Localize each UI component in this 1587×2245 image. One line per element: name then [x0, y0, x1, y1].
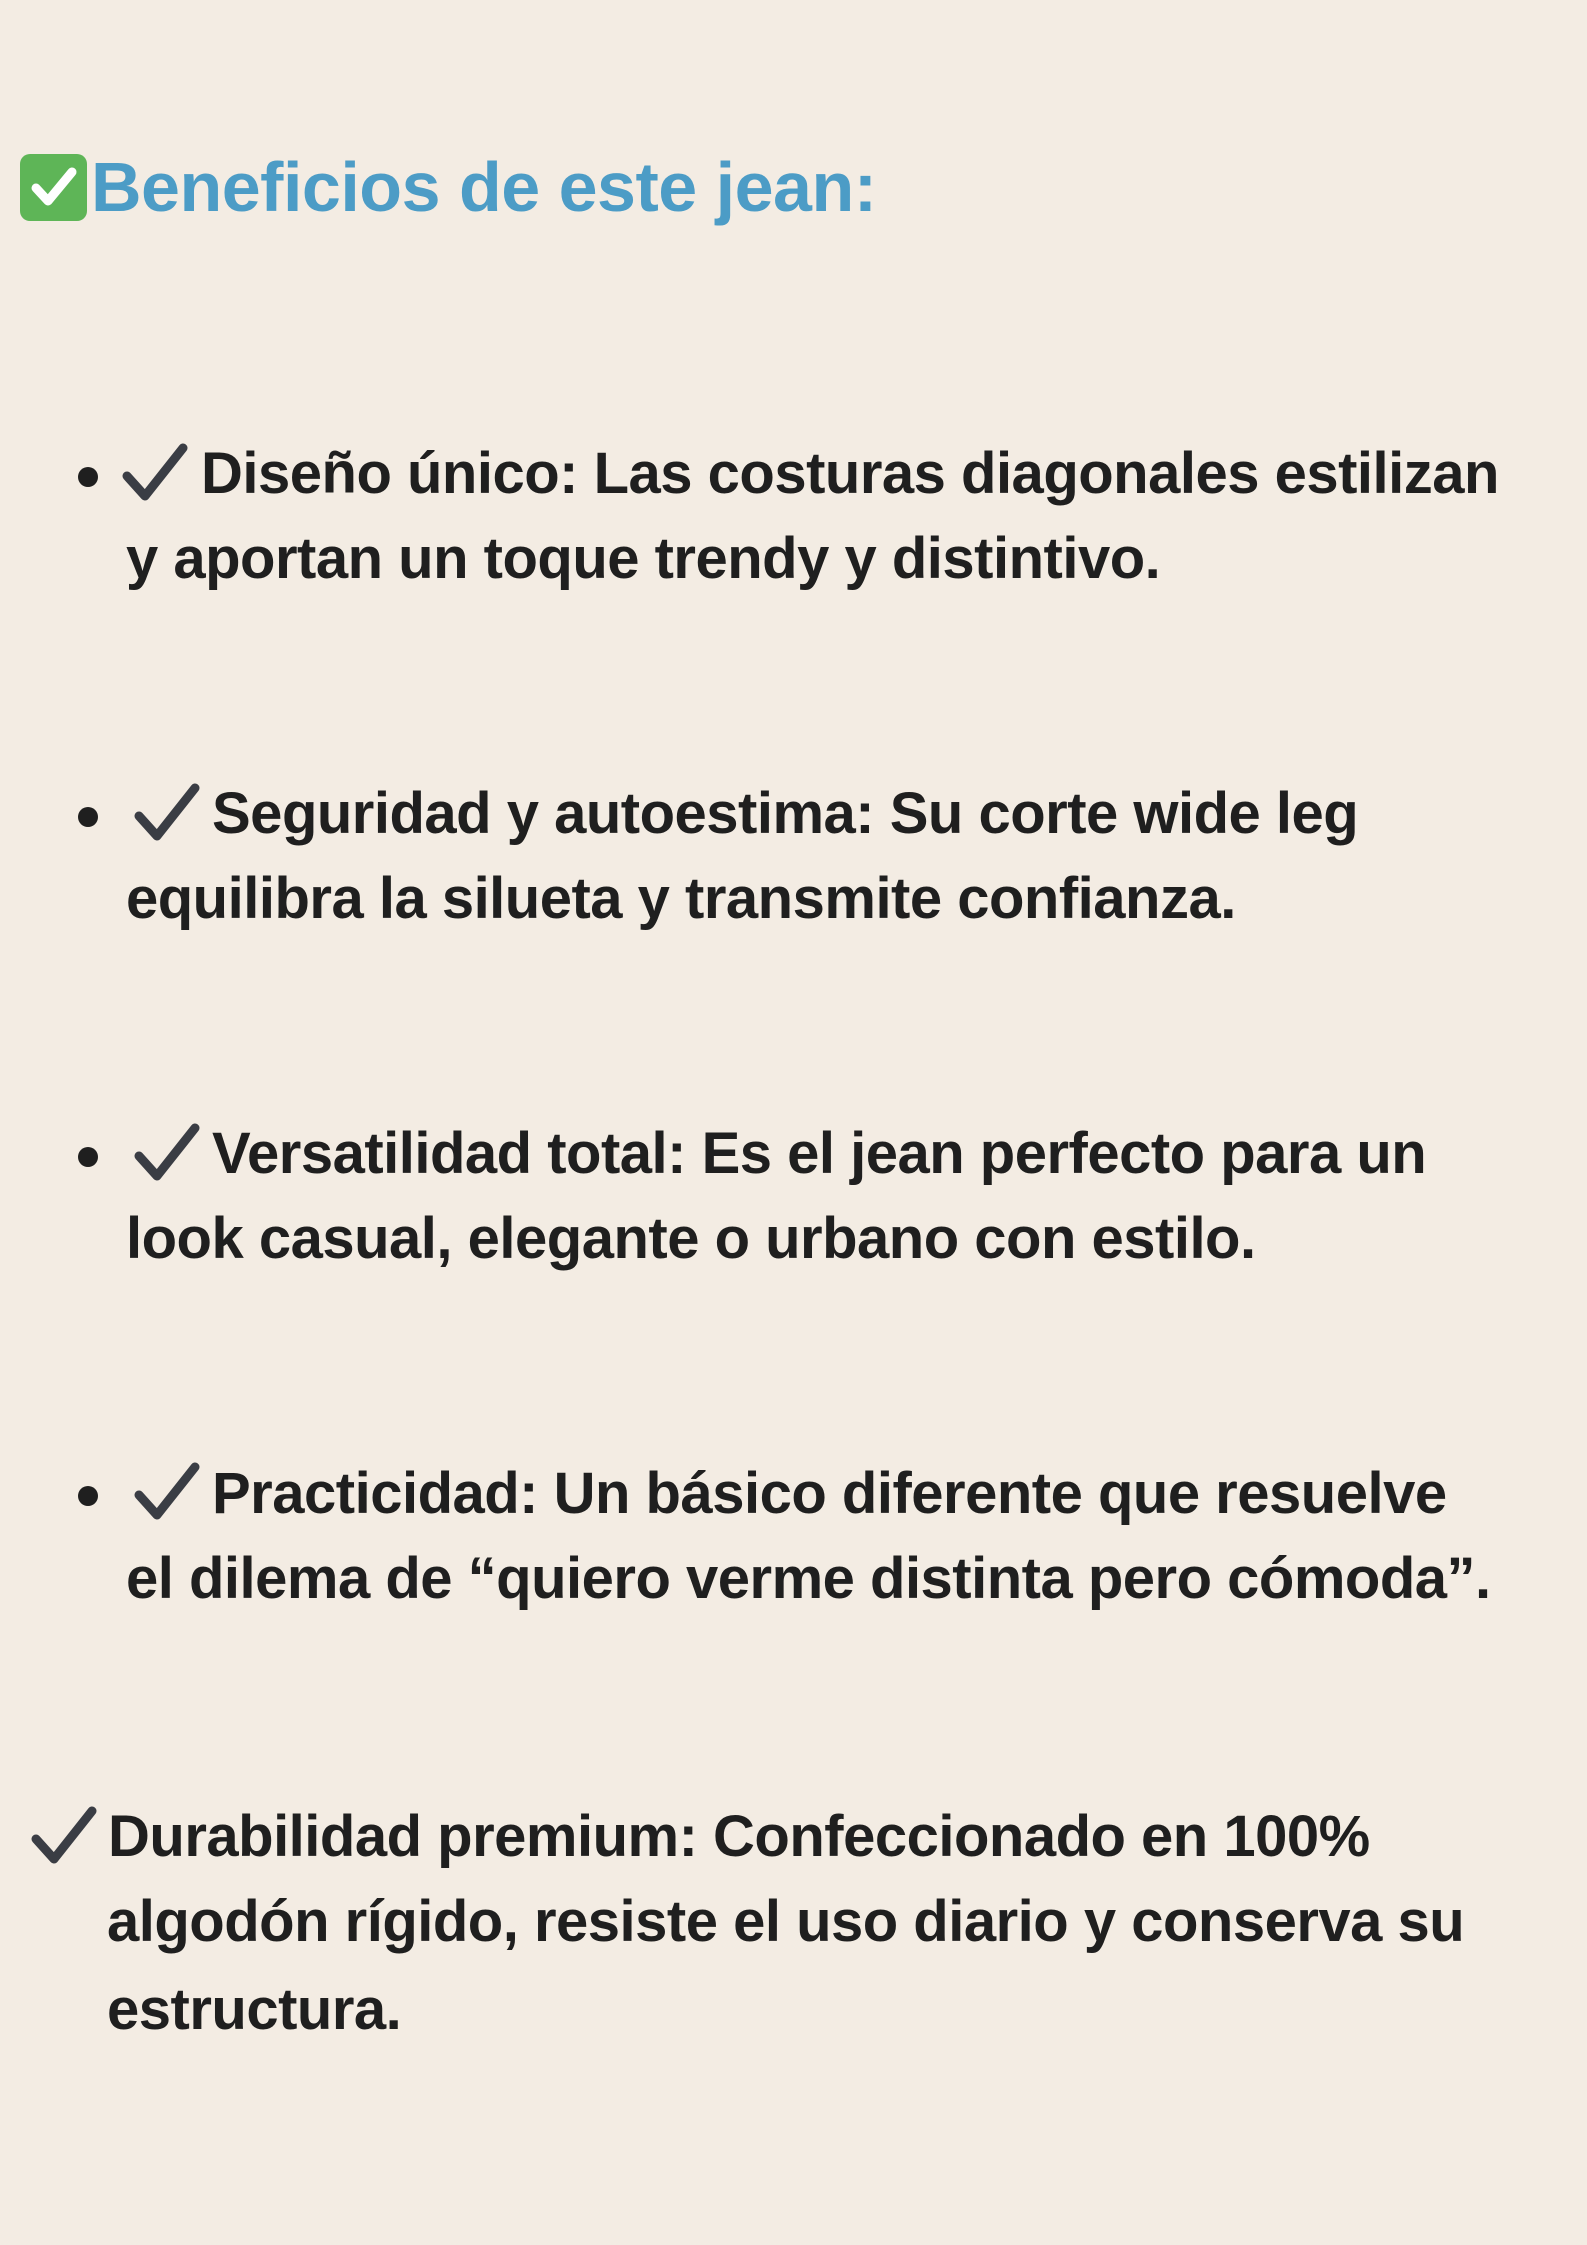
- bullet-dot: [78, 1147, 98, 1167]
- benefit-text-line: estructura.: [107, 1977, 402, 2042]
- benefit-text-line: look casual, elegante o urbano con estilo.: [126, 1206, 1256, 1271]
- benefit-text-line: Diseño único: Las costuras diagonales estilizan: [201, 441, 1499, 506]
- check-icon: [133, 1120, 201, 1186]
- bullet-dot: [78, 1486, 98, 1506]
- benefit-text-line: Practicidad: Un básico diferente que resuelve: [212, 1461, 1447, 1526]
- check-icon: [133, 1459, 201, 1525]
- check-icon: [30, 1803, 98, 1869]
- benefit-text-line: Durabilidad premium: Confeccionado en 100%: [108, 1804, 1370, 1869]
- page-title: Beneficios de este jean:: [91, 148, 877, 226]
- bullet-dot: [78, 467, 98, 487]
- check-box-icon: [20, 154, 87, 221]
- bullet-dot: [78, 807, 98, 827]
- check-icon: [133, 780, 201, 846]
- benefit-text-line: el dilema de “quiero verme distinta pero cómoda”.: [126, 1546, 1491, 1611]
- benefit-text-line: equilibra la silueta y transmite confianza.: [126, 866, 1236, 931]
- benefit-text-line: Versatilidad total: Es el jean perfecto para un: [212, 1121, 1427, 1186]
- benefit-text-line: y aportan un toque trendy y distintivo.: [126, 526, 1161, 591]
- benefit-text-line: Seguridad y autoestima: Su corte wide leg: [212, 781, 1359, 846]
- benefit-text-line: algodón rígido, resiste el uso diario y conserva su: [107, 1889, 1465, 1954]
- check-icon: [121, 440, 189, 506]
- page-title-row: [20, 148, 877, 226]
